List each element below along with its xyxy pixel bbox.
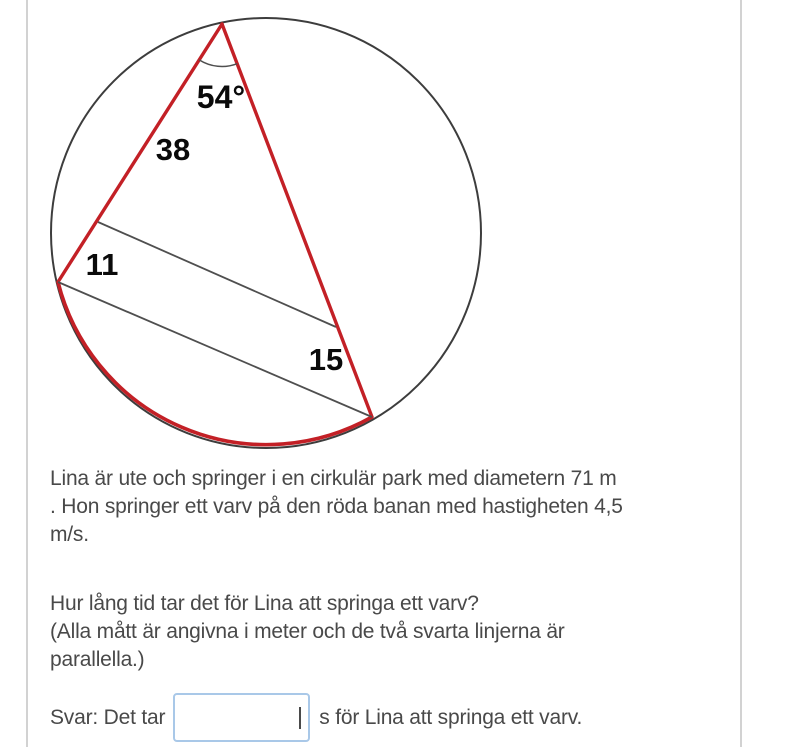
black-chord-upper [98,222,336,327]
answer-prefix-label: Svar: Det tar [50,705,166,729]
angle-arc [199,60,237,67]
question-line: Hur lång tid tar det för Lina att springa ett varv? [50,592,479,615]
problem-line: m/s. [50,523,89,546]
red-track-chord-left [58,24,222,282]
problem-line: Lina är ute och springer i en cirkulär park med diametern 71 m [50,467,617,490]
angle-label: 54° [196,79,246,115]
answer-input-wrap [173,693,310,742]
answer-suffix-label: s för Lina att springa ett varv. [319,705,583,729]
gap-11-label: 11 [85,247,119,282]
right-panel-border [740,0,742,747]
answer-input[interactable] [173,693,310,742]
problem-statement [50,465,740,549]
gap-15-label: 15 [308,342,344,377]
text-caret [299,707,301,729]
question-line: (Alla mått är angivna i meter och de två svarta linjerna är [50,620,565,643]
circle-park-figure [0,0,520,462]
side-38-label: 38 [155,132,191,167]
answer-row [50,693,740,742]
question-text [50,590,740,674]
question-line: parallella.) [50,648,145,671]
problem-line: . Hon springer ett varv på den röda banan med hastigheten 4,5 [50,495,623,518]
